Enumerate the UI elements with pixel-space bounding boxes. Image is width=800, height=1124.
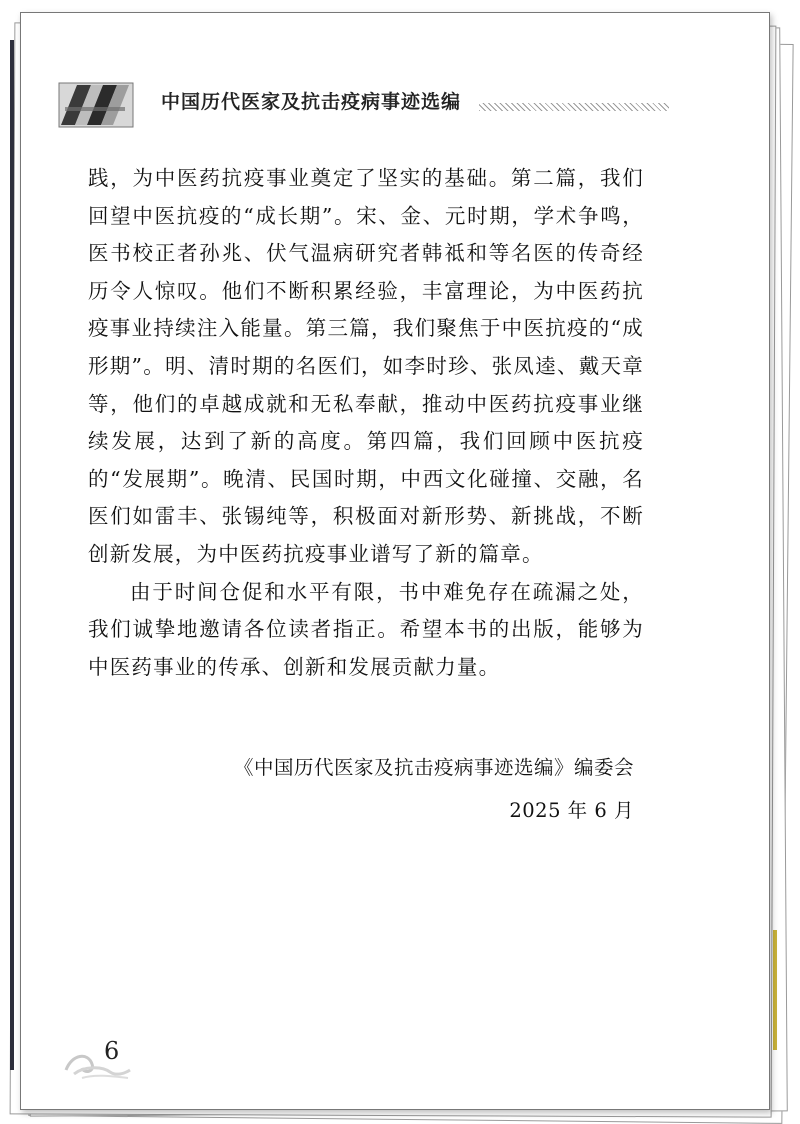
running-header xyxy=(51,73,651,137)
body-text xyxy=(88,160,644,686)
right-edge-gold-stripe xyxy=(773,930,777,1050)
header-title: 中国历代医家及抗击疫病事迹选编 xyxy=(161,91,462,113)
paragraph: 践，为中医药抗疫事业奠定了坚实的基础。第二篇，我们回望中医抗疫的“成长期”。宋、金、元时期，学术争鸣，医书校正者孙兆、伏气温病研究者韩祗和等名医的传奇经历令人惊叹。他们不断积累经验，丰富理论，为中医药抗疫事业持续注入能量。第三篇，我们聚焦于中医抗疫的“成形期”。明、清时期的名医们，如李时珍、张凤逵、戴天章等，他们的卓越成就和无私奉献，推动中医药抗疫事业继续发展，达到了新的高度。第四篇，我们回顾中医抗疫的“发展期”。晚清、民国时期，中西文化碰撞、交融，名医们如雷丰、张锡纯等，积极面对新形势、新挑战，不断创新发展，为中医药抗疫事业谱写了新的篇章。 xyxy=(88,166,644,566)
paragraph: 由于时间仓促和水平有限，书中难免存在疏漏之处，我们诚挚地邀请各位读者指正。希望本书的出版，能够为中医药事业的传承、创新和发展贡献力量。 xyxy=(88,579,644,679)
stacked-books-icon xyxy=(57,77,135,129)
header-hatched-rule xyxy=(479,103,669,111)
signature-date: 2025 年 6 月 xyxy=(509,799,634,822)
cloud-wave-icon xyxy=(62,1040,132,1080)
left-edge-stripe xyxy=(10,40,14,1070)
page-number: 6 xyxy=(104,1037,120,1065)
signature-organization: 《中国历代医家及抗击疫病事迹选编》编委会 xyxy=(233,756,634,779)
